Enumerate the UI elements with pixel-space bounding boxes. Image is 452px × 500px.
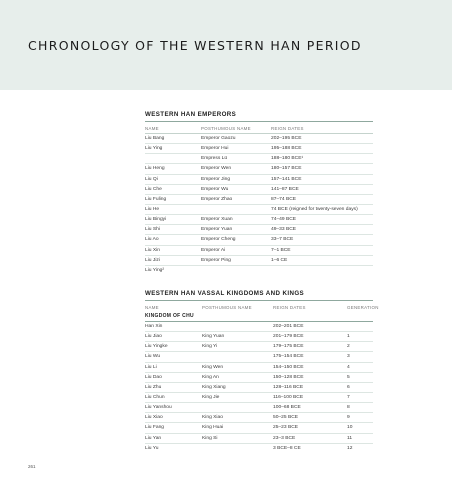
table-row — [145, 393, 373, 403]
table-cell: 175–154 BCE — [273, 354, 304, 360]
table-cell: 2 — [347, 344, 350, 350]
table-cell: 100–68 BCE — [273, 405, 301, 411]
table-row — [145, 175, 373, 185]
table-cell: Emperor Wen — [201, 166, 232, 172]
table-cell: Emperor Ping — [201, 257, 231, 263]
table-cell: 1–6 CE — [271, 257, 288, 263]
table-cell: 141–87 BCE — [271, 186, 299, 192]
table-cell: Emperor Jing — [201, 176, 231, 182]
table-row — [145, 383, 373, 393]
kingdom-heading: KINGDOM OF CHU — [145, 312, 373, 322]
table-cell: Liu Heng — [145, 166, 165, 172]
table-cell: Liu Chun — [145, 394, 165, 400]
table-cell: 128–116 BCE — [273, 384, 304, 390]
emperors-heading: WESTERN HAN EMPERORS — [145, 111, 373, 122]
table-cell: Liu Yingke — [145, 344, 168, 350]
table-row — [145, 413, 373, 423]
table-cell: 12 — [347, 445, 353, 451]
table-row — [145, 363, 373, 373]
table-cell: King An — [202, 374, 219, 380]
col-posthumous: POSTHUMOUS NAME — [202, 305, 252, 310]
table-cell: King Si — [202, 435, 218, 441]
table-cell: 49–33 BCE — [271, 227, 297, 233]
table-cell — [271, 266, 373, 275]
col-reign: REIGN DATES — [271, 126, 304, 131]
table-cell: Emperor Zhao — [201, 196, 233, 202]
table-cell: 7 — [347, 394, 350, 400]
table-row — [145, 403, 373, 413]
table-cell: 1 — [347, 334, 350, 340]
table-cell: Liu Bang — [145, 136, 165, 141]
table-cell: 179–175 BCE — [273, 344, 304, 350]
table-row — [145, 266, 373, 275]
table-cell: Empress Lü — [201, 156, 228, 162]
table-cell: King Yi — [202, 344, 218, 350]
table-cell: 25–23 BCE — [273, 425, 299, 431]
table-cell: Liu Jiao — [145, 334, 162, 340]
table-row — [145, 332, 373, 342]
table-row — [145, 322, 373, 332]
col-generation: GENERATION — [347, 305, 379, 310]
table-cell: Liu Che — [145, 186, 162, 192]
table-row — [145, 373, 373, 383]
table-cell: 202–195 BCE — [271, 136, 302, 141]
table-cell: 4 — [347, 364, 350, 370]
emperors-column-headers — [145, 125, 373, 134]
table-cell: 188–180 BCE¹ — [271, 156, 304, 162]
table-cell: Liu Ying — [145, 146, 163, 152]
col-name: NAME — [145, 126, 159, 131]
vassals-heading: WESTERN HAN VASSAL KINGDOMS AND KINGS — [145, 290, 373, 301]
table-cell — [201, 205, 271, 214]
table-cell: Liu Fuling — [145, 196, 167, 202]
table-cell: 23–3 BCE — [273, 435, 296, 441]
table-cell: Emperor Yuan — [201, 227, 233, 233]
table-cell — [201, 266, 271, 275]
table-cell: 195–188 BCE — [271, 146, 302, 152]
table-row — [145, 134, 373, 144]
table-row — [145, 434, 373, 444]
table-cell: 10 — [347, 425, 353, 431]
col-name: NAME — [145, 305, 159, 310]
vassals-table — [145, 290, 379, 453]
table-cell: King Yuan — [202, 334, 225, 340]
table-cell: 154–150 BCE — [273, 364, 304, 370]
table-cell — [202, 352, 273, 361]
table-cell: 33–7 BCE — [271, 237, 294, 243]
table-cell: Liu Dao — [145, 374, 162, 380]
table-cell: 150–128 BCE — [273, 374, 304, 380]
table-cell — [347, 322, 373, 331]
table-cell: Liu Wu — [145, 354, 161, 360]
emperors-rows — [145, 134, 373, 275]
table-cell: Liu He — [145, 206, 160, 212]
table-cell: 74–49 BCE — [271, 217, 297, 223]
table-cell: King Jie — [202, 394, 220, 400]
table-row — [145, 246, 373, 256]
table-row — [145, 352, 373, 362]
table-cell: Emperor Gaozu — [201, 136, 236, 141]
table-row — [145, 164, 373, 174]
table-cell: Liu Xin — [145, 247, 160, 253]
table-cell: 87–74 BCE — [271, 196, 297, 202]
table-cell: Emperor Wu — [201, 186, 229, 192]
table-cell: 201–179 BCE — [273, 334, 304, 340]
table-cell: Liu Bingyi — [145, 217, 167, 223]
table-cell: Liu Xiao — [145, 415, 163, 421]
vassals-column-headers — [145, 304, 379, 312]
table-cell: 5 — [347, 374, 350, 380]
table-row — [145, 195, 373, 205]
table-cell — [202, 322, 273, 331]
table-cell: 6 — [347, 384, 350, 390]
table-row — [145, 144, 373, 154]
table-row — [145, 423, 373, 433]
table-cell: King Wen — [202, 364, 224, 370]
table-row — [145, 225, 373, 235]
table-row — [145, 235, 373, 245]
table-cell: Emperor Ai — [201, 247, 226, 253]
table-cell: Liu Yan — [145, 435, 162, 441]
table-cell: Liu Ao — [145, 237, 159, 243]
table-cell: Liu Yu — [145, 445, 159, 451]
table-row — [145, 185, 373, 195]
table-cell: 3 — [347, 354, 350, 360]
table-cell: Emperor Xuan — [201, 217, 233, 223]
table-cell: Liu Zhu — [145, 384, 162, 390]
table-cell: Liu Shi — [145, 227, 160, 233]
table-cell: Liu Jizi — [145, 257, 160, 263]
table-cell: King Xiao — [202, 415, 223, 421]
table-cell: 157–141 BCE — [271, 176, 302, 182]
table-cell: 180–157 BCE — [271, 166, 302, 172]
table-cell: 11 — [347, 435, 353, 441]
table-cell: 50–25 BCE — [273, 415, 299, 421]
table-row — [145, 342, 373, 352]
table-row — [145, 256, 373, 266]
table-cell — [145, 154, 201, 163]
table-cell: Emperor Hui — [201, 146, 229, 152]
table-cell: Liu Li — [145, 364, 157, 370]
table-row — [145, 444, 373, 453]
table-cell: 3 BCE–8 CE — [273, 445, 301, 451]
table-cell: King Xiang — [202, 384, 226, 390]
table-row — [145, 215, 373, 225]
col-reign: REIGN DATES — [273, 305, 306, 310]
table-cell: 202–201 BCE — [273, 324, 304, 329]
table-cell: Liu Ying² — [145, 267, 165, 273]
table-cell: 116–100 BCE — [273, 394, 304, 400]
page-number: 261 — [28, 464, 36, 469]
table-cell: Liu Qi — [145, 176, 158, 182]
page-title: CHRONOLOGY OF THE WESTERN HAN PERIOD — [28, 38, 362, 53]
table-row — [145, 205, 373, 215]
table-cell: Liu Fang — [145, 425, 165, 431]
table-cell: Liu Yanshou — [145, 405, 172, 411]
emperors-table — [145, 111, 373, 275]
table-cell: 74 BCE (reigned for twenty-seven days) — [271, 206, 358, 212]
table-cell — [202, 444, 273, 453]
table-cell: King Huai — [202, 425, 224, 431]
table-cell: Han Xin — [145, 324, 163, 329]
table-cell: Emperor Cheng — [201, 237, 236, 243]
table-cell: 8 — [347, 405, 350, 411]
col-posthumous: POSTHUMOUS NAME — [201, 126, 251, 131]
table-cell — [202, 403, 273, 412]
vassals-rows — [145, 322, 373, 453]
table-row — [145, 154, 373, 164]
table-cell: 7–1 BCE — [271, 247, 291, 253]
table-cell: 9 — [347, 415, 350, 421]
